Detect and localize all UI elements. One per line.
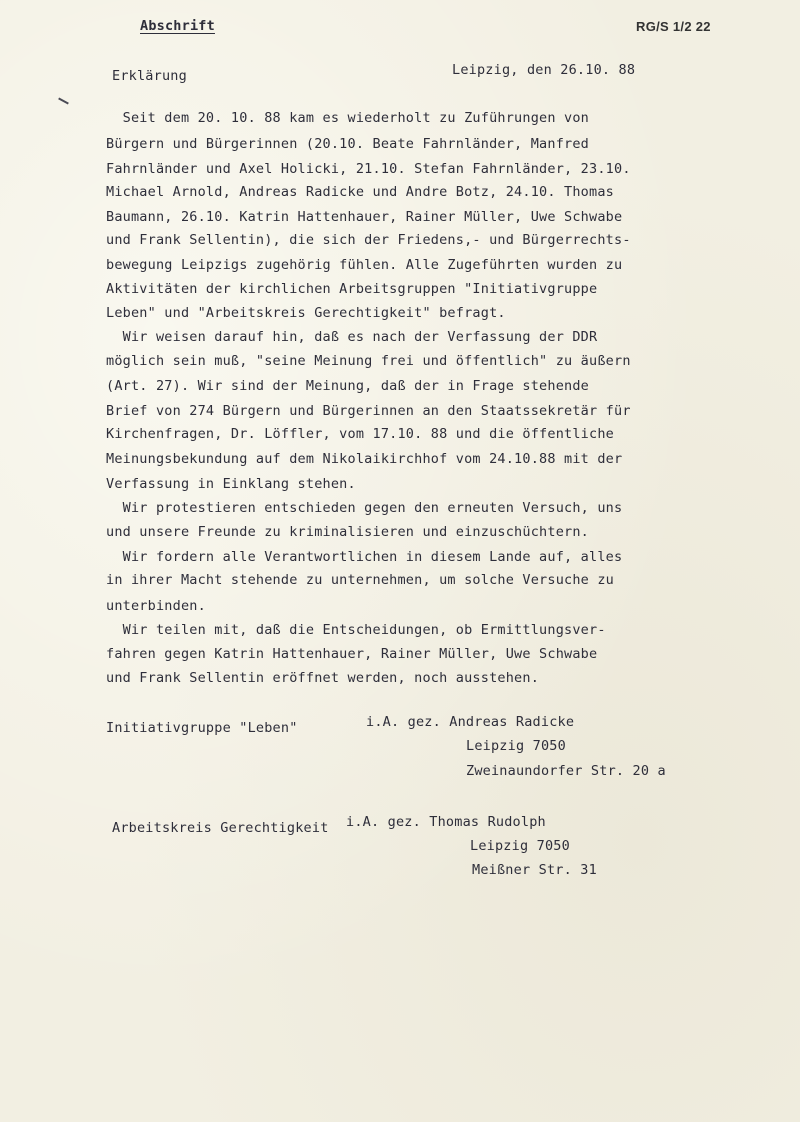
body-line: Wir teilen mit, daß die Entscheidungen, ob Ermittlungsver- bbox=[106, 622, 606, 638]
body-line: Seit dem 20. 10. 88 kam es wiederholt zu Zuführungen von bbox=[106, 110, 590, 126]
body-line: Meinungsbekundung auf dem Nikolaikirchhof vom 24.10.88 mit der bbox=[106, 451, 623, 467]
body-line: Baumann, 26.10. Katrin Hattenhauer, Rainer Müller, Uwe Schwabe bbox=[106, 209, 623, 225]
body-line: und Frank Sellentin eröffnet werden, noch ausstehen. bbox=[106, 670, 540, 686]
body-line: Fahrnländer und Axel Holicki, 21.10. Stefan Fahrnländer, 23.10. bbox=[106, 161, 631, 177]
signature-address-street: Meißner Str. 31 bbox=[472, 862, 597, 878]
document-title: Erklärung bbox=[112, 68, 187, 84]
signature-address-street: Zweinaundorfer Str. 20 a bbox=[466, 763, 666, 779]
archive-reference: RG/S 1/2 22 bbox=[636, 19, 711, 34]
body-line: Kirchenfragen, Dr. Löffler, vom 17.10. 88 und die öffentliche bbox=[106, 426, 614, 442]
signature-group-name: Initiativgruppe "Leben" bbox=[106, 720, 298, 736]
signature-address-city: Leipzig 7050 bbox=[470, 838, 570, 854]
body-line: fahren gegen Katrin Hattenhauer, Rainer Müller, Uwe Schwabe bbox=[106, 646, 598, 662]
body-line: bewegung Leipzigs zugehörig fühlen. Alle Zugeführten wurden zu bbox=[106, 257, 623, 273]
margin-mark bbox=[58, 98, 69, 105]
body-line: Wir protestieren entschieden gegen den erneuten Versuch, uns bbox=[106, 500, 623, 516]
body-line: (Art. 27). Wir sind der Meinung, daß der in Frage stehende bbox=[106, 378, 590, 394]
body-line: Brief von 274 Bürgern und Bürgerinnen an den Staatssekretär für bbox=[106, 403, 631, 419]
body-line: Wir fordern alle Verantwortlichen in diesem Lande auf, alles bbox=[106, 549, 623, 565]
body-line: in ihrer Macht stehende zu unternehmen, um solche Versuche zu bbox=[106, 572, 614, 588]
signature-address-city: Leipzig 7050 bbox=[466, 738, 566, 754]
copy-label: Abschrift bbox=[140, 18, 215, 34]
body-line: Leben" und "Arbeitskreis Gerechtigkeit" befragt. bbox=[106, 305, 506, 321]
signature-signed-by: i.A. gez. Thomas Rudolph bbox=[346, 814, 546, 830]
body-line: Michael Arnold, Andreas Radicke und Andre Botz, 24.10. Thomas bbox=[106, 184, 614, 200]
body-line: möglich sein muß, "seine Meinung frei und öffentlich" zu äußern bbox=[106, 353, 631, 369]
signature-group-name: Arbeitskreis Gerechtigkeit bbox=[112, 820, 329, 836]
body-line: Aktivitäten der kirchlichen Arbeitsgruppen "Initiativgruppe bbox=[106, 281, 598, 297]
body-line: Bürgern und Bürgerinnen (20.10. Beate Fahrnländer, Manfred bbox=[106, 136, 590, 152]
body-line: und Frank Sellentin), die sich der Friedens,- und Bürgerrechts- bbox=[106, 232, 631, 248]
body-line: Wir weisen darauf hin, daß es nach der Verfassung der DDR bbox=[106, 329, 598, 345]
signature-signed-by: i.A. gez. Andreas Radicke bbox=[366, 714, 575, 730]
body-line: Verfassung in Einklang stehen. bbox=[106, 476, 356, 492]
body-line: unterbinden. bbox=[106, 598, 206, 614]
body-line: und unsere Freunde zu kriminalisieren und einzuschüchtern. bbox=[106, 524, 590, 540]
place-date-line: Leipzig, den 26.10. 88 bbox=[452, 62, 636, 78]
